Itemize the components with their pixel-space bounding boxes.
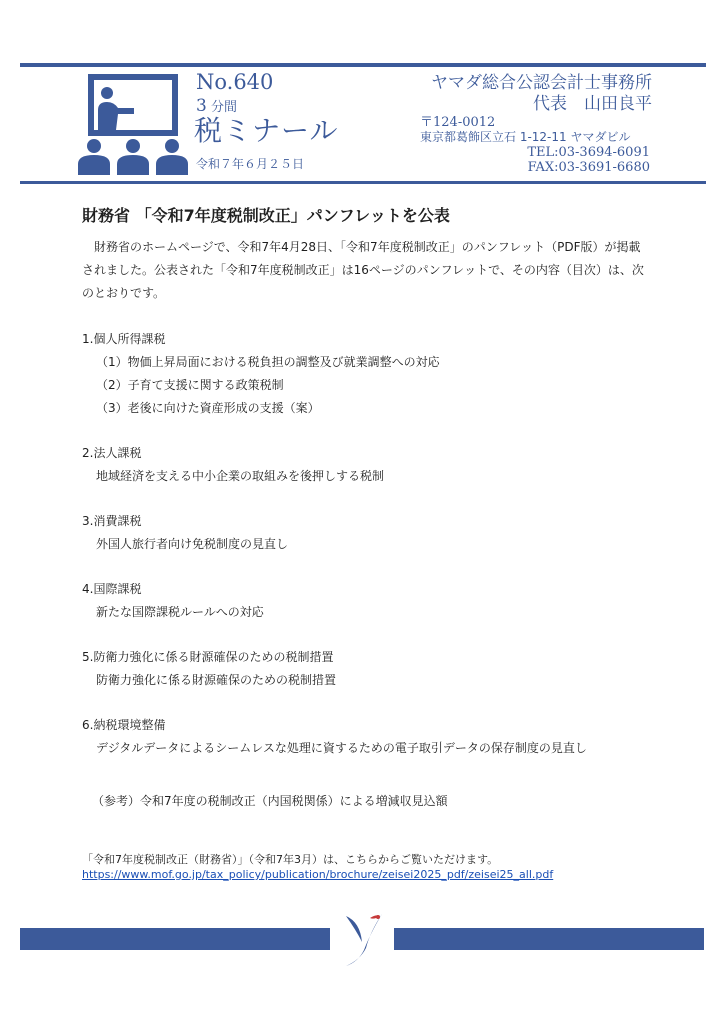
section-item: （1）物価上昇局面における税負担の調整及び就業調整への対応 — [96, 355, 440, 369]
section-corporate-tax — [82, 442, 662, 488]
newsletter-brand: 税ミナール — [194, 114, 339, 147]
section-consumption-tax — [82, 510, 662, 556]
footer-bar-left — [20, 928, 330, 950]
section-title: 2.法人課税 — [82, 446, 142, 460]
header-bottom-rule — [20, 181, 706, 184]
telephone: TEL:03-3694-6091 — [527, 145, 650, 160]
section-item: 地域経済を支える中小企業の取組みを後押しする税制 — [96, 469, 385, 483]
section-individual-income-tax — [82, 328, 662, 420]
link-caption: 「令和7年度税制改正（財務省）」（令和7年3月）は、こちらからご覧いただけます。 — [82, 853, 499, 866]
section-title: 6.納税環境整備 — [82, 718, 166, 732]
section-item: 新たな国際課税ルールへの対応 — [96, 605, 264, 619]
firm-name: ヤマダ総合公認会計士事務所 — [431, 73, 652, 93]
section-tax-environment — [82, 714, 662, 760]
firm-emblem-icon — [340, 912, 386, 968]
fax: FAX:03-3691-6680 — [527, 160, 650, 175]
issue-number: No.640 — [196, 70, 274, 94]
section-international-tax — [82, 578, 662, 624]
reading-time-number: 3 — [196, 96, 207, 116]
section-item: 防衛力強化に係る財源確保のための税制措置 — [96, 673, 337, 687]
contents-list — [82, 328, 662, 782]
issue-date: 令和７年６月２５日 — [196, 157, 305, 171]
section-defense-funding — [82, 646, 662, 692]
header-top-rule — [20, 63, 706, 67]
section-item: （3）老後に向けた資産形成の支援（案） — [96, 401, 320, 415]
section-item: （2）子育て支援に関する政策税制 — [96, 378, 284, 392]
section-title: 4.国際課税 — [82, 582, 142, 596]
reference-note: （参考）令和7年度の税制改正（内国税関係）による増減収見込額 — [92, 794, 448, 808]
reading-time — [196, 98, 237, 115]
representative: 代表 山田良平 — [533, 94, 652, 114]
section-title: 1.個人所得課税 — [82, 332, 166, 346]
section-title: 3.消費課税 — [82, 514, 142, 528]
section-item: デジタルデータによるシームレスな処理に資するための電子取引データの保存制度の見直し — [96, 741, 587, 755]
seminar-logo-icon — [74, 71, 192, 177]
footer-bar-right — [394, 928, 704, 950]
article-title: 財務省 「令和7年度税制改正」パンフレットを公表 — [82, 206, 450, 225]
article-intro: 財務省のホームページで、令和7年4月28日、「令和7年度税制改正」のパンフレット（PDF版）が掲載されました。公表された「令和7年度税制改正」は16ページのパンフレットで、その内容（目次）は、次のとおりです。 — [82, 240, 644, 300]
section-item: 外国人旅行者向け免税制度の見直し — [96, 537, 289, 551]
postal-code: 〒124-0012 — [420, 115, 496, 130]
address: 東京都葛飾区立石 1-12-11 ヤマダビル — [420, 130, 631, 144]
section-title: 5.防衛力強化に係る財源確保のための税制措置 — [82, 650, 334, 664]
pamphlet-link[interactable]: https://www.mof.go.jp/tax_policy/publication/brochure/zeisei2025_pdf/zeisei25_all.pdf — [82, 868, 554, 881]
reading-time-unit: 分間 — [210, 100, 237, 115]
